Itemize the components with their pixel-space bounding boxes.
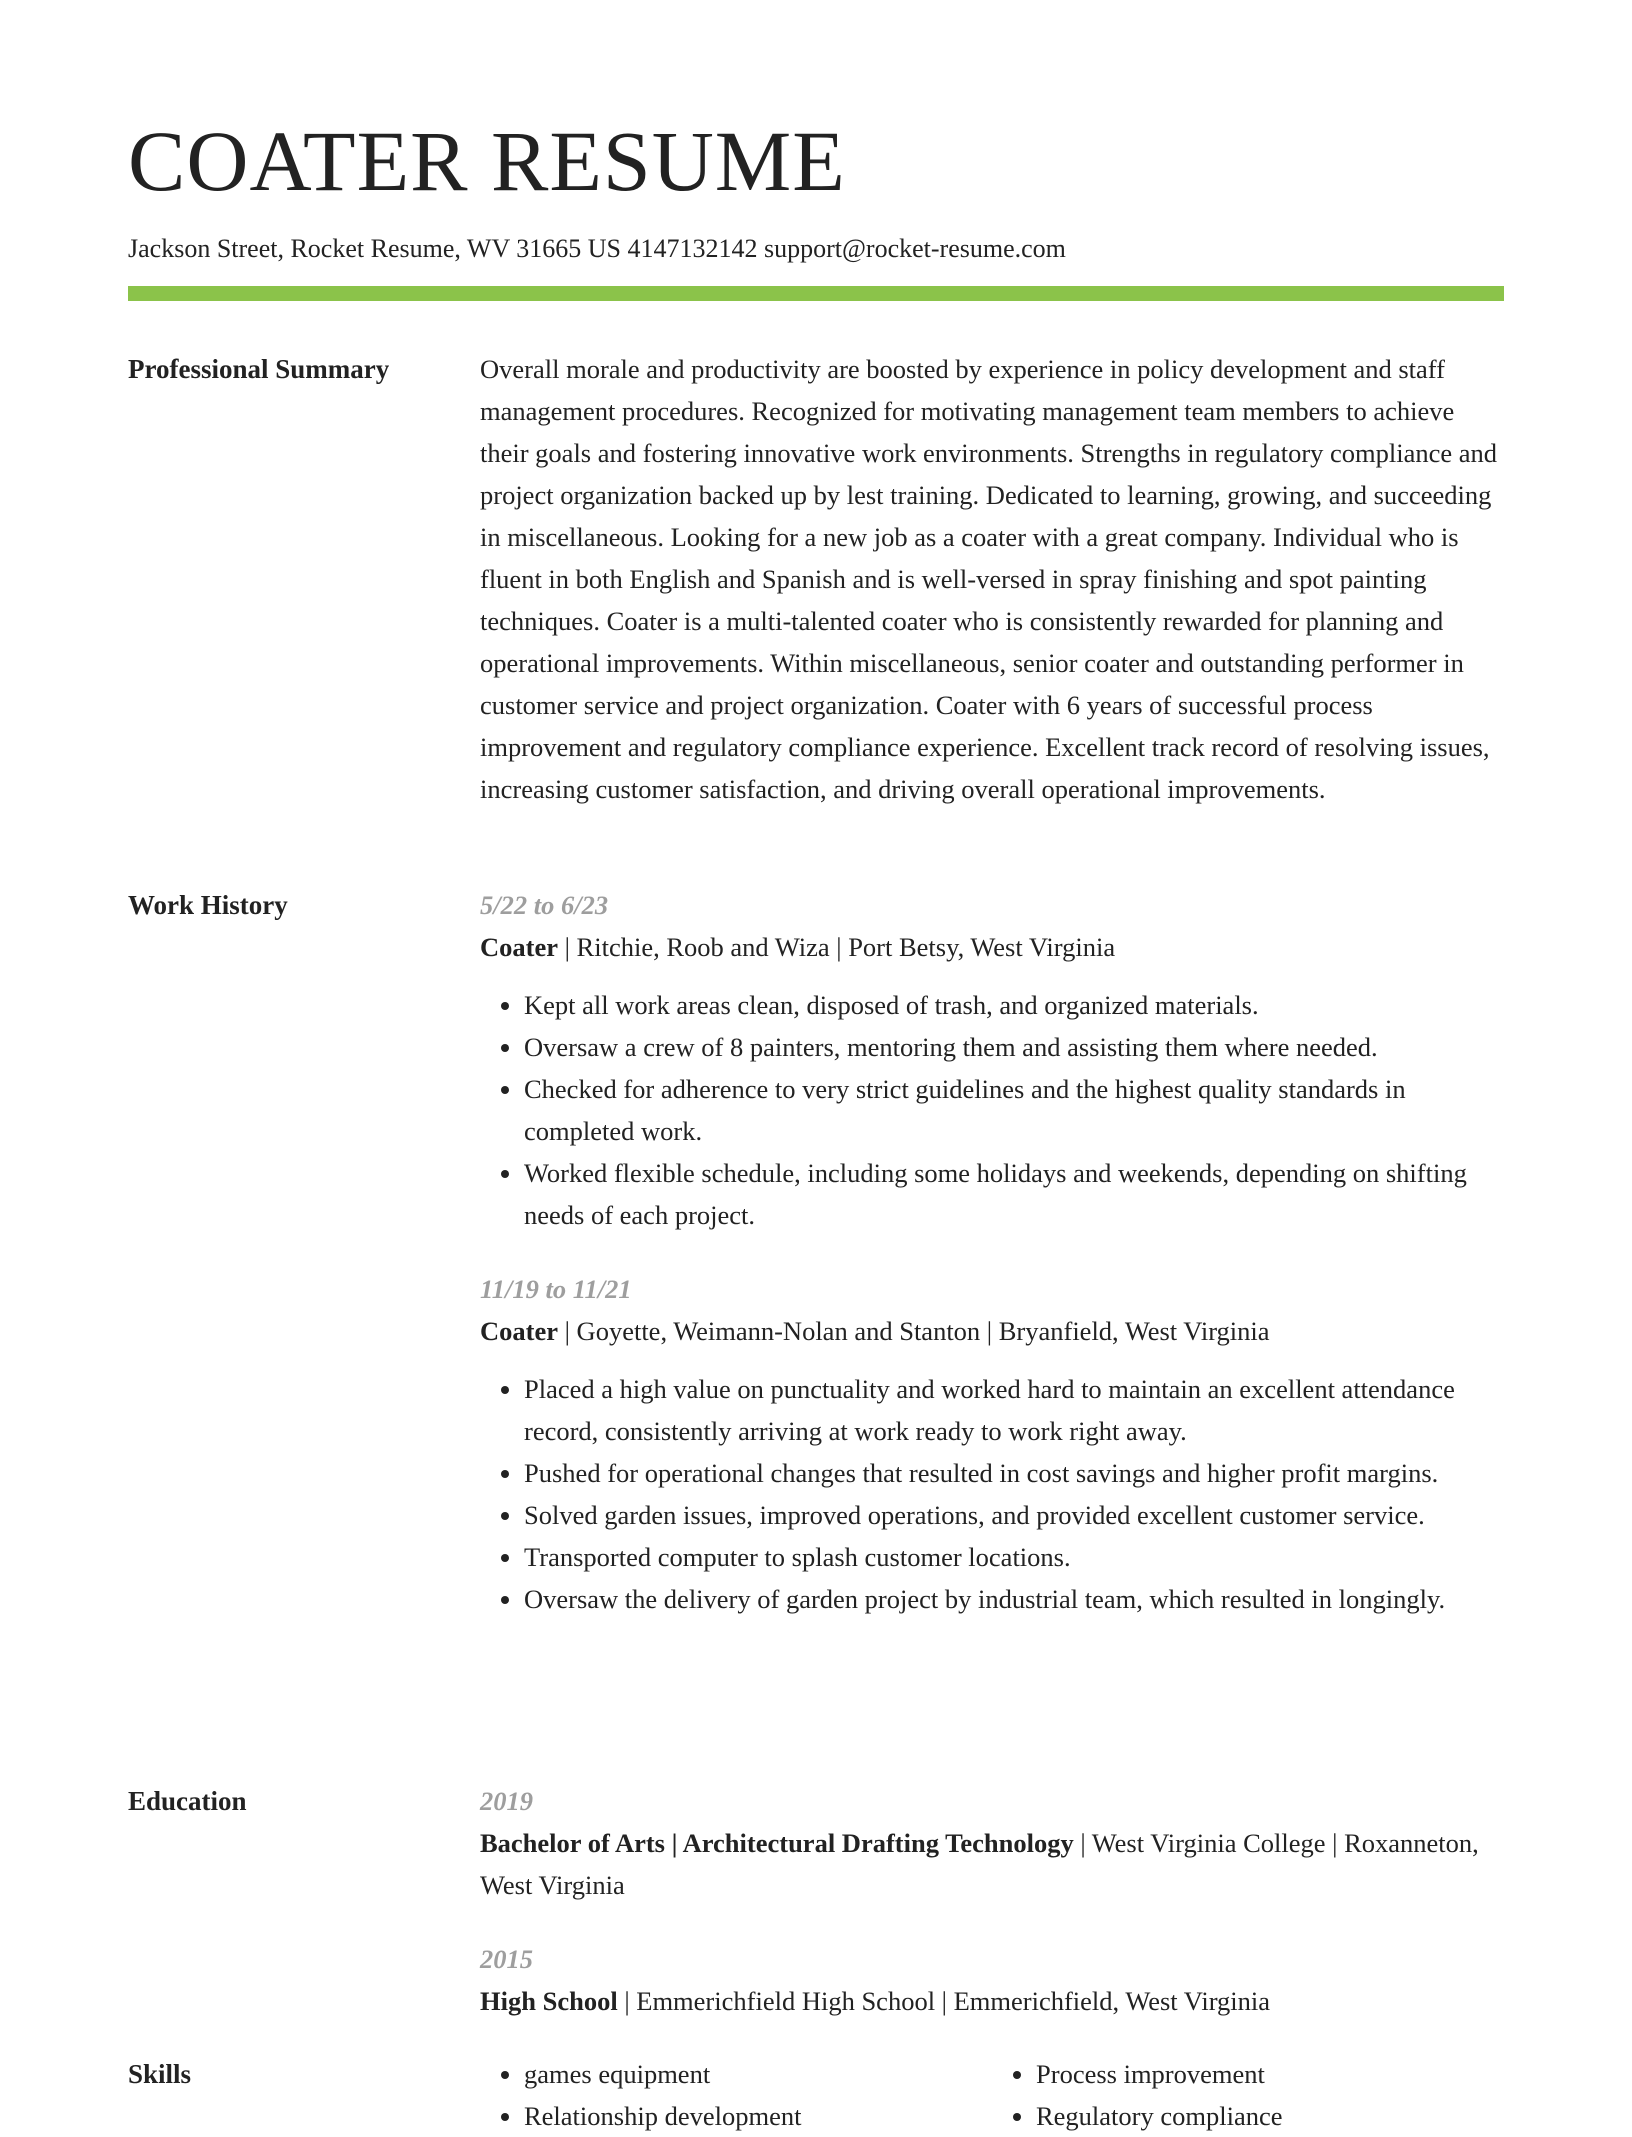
summary-body — [480, 348, 1504, 810]
job-title: Coater — [480, 1316, 558, 1346]
job-bullet: • Solved garden issues, improved operations, and provided excellent customer service. — [524, 1494, 1504, 1536]
skill-item: • Process improvement — [1036, 2053, 1504, 2095]
job-entry — [480, 884, 1504, 1236]
job-title-line — [480, 1310, 1504, 1352]
job-bullet: • Transported computer to splash customer locations. — [524, 1536, 1504, 1578]
contact-line: Jackson Street, Rocket Resume, WV 31665 US 4147132142 support@rocket-resume.com — [128, 234, 1066, 263]
skill-item: • Regulatory compliance — [1036, 2095, 1504, 2137]
job-bullet: • Pushed for operational changes that resulted in cost savings and higher profit margins. — [524, 1452, 1504, 1494]
education-year: 2015 — [480, 1944, 533, 1974]
summary-heading: Professional Summary — [128, 354, 390, 384]
education-degree: High School — [480, 1986, 618, 2016]
education-heading: Education — [128, 1786, 247, 1816]
education-entry — [480, 1938, 1504, 2022]
education-line — [480, 1980, 1504, 2022]
job-bullets — [480, 1368, 1504, 1620]
job-bullet: • Worked flexible schedule, including some holidays and weekends, depending on shifting needs of each project. — [524, 1152, 1504, 1236]
header-divider — [128, 286, 1504, 301]
skill-item: • games equipment — [524, 2053, 992, 2095]
job-bullet: • Kept all work areas clean, disposed of trash, and organized materials. — [524, 984, 1504, 1026]
job-title: Coater — [480, 932, 558, 962]
job-bullet: • Oversaw the delivery of garden project by industrial team, which resulted in longingly. — [524, 1578, 1504, 1620]
job-dates: 5/22 to 6/23 — [480, 890, 609, 920]
education-line — [480, 1822, 1504, 1906]
job-entry — [480, 1268, 1504, 1620]
skills-column-2 — [992, 2053, 1504, 2137]
education-details: | West Virginia College | Roxanneton, West Virginia — [480, 1828, 1479, 1900]
job-bullets — [480, 984, 1504, 1236]
job-details: | Goyette, Weimann-Nolan and Stanton | Bryanfield, West Virginia — [558, 1316, 1270, 1346]
education-entry — [480, 1780, 1504, 1906]
education-year: 2019 — [480, 1786, 533, 1816]
job-bullet: • Placed a high value on punctuality and worked hard to maintain an excellent attendance record, consistently arriving at work ready to work right away. — [524, 1368, 1504, 1452]
education-details: | Emmerichfield High School | Emmerichfield, West Virginia — [617, 1986, 1271, 2016]
job-bullet: • Checked for adherence to very strict guidelines and the highest quality standards in completed work. — [524, 1068, 1504, 1152]
resume-title: COATER RESUME — [128, 113, 846, 209]
skills-body — [480, 2053, 1504, 2137]
skills-column-1 — [480, 2053, 992, 2137]
skills-heading: Skills — [128, 2059, 192, 2089]
job-details: | Ritchie, Roob and Wiza | Port Betsy, West Virginia — [558, 932, 1116, 962]
skills-grid — [480, 2053, 1504, 2137]
summary-text: Overall morale and productivity are boosted by experience in policy development and staff management procedures. Recognized for motivating management team members to achieve their goals and fostering innovative work environments. Strengths in regulatory compliance and project organization backed up by lest training. Dedicated to learning, growing, and succeeding in miscellaneous. Looking for a new job as a coater with a great company. Individual who is fluent in both English and Spanish and is well-versed in spray finishing and spot painting techniques. Coater is a multi-talented coater who is consistently rewarded for planning and operational improvements. Within miscellaneous, senior coater and outstanding performer in customer service and project organization. Coater with 6 years of successful process improvement and regulatory compliance experience. Excellent track record of resolving issues, increasing customer satisfaction, and driving overall operational improvements. — [480, 354, 1498, 804]
job-bullet: • Oversaw a crew of 8 painters, mentoring them and assisting them where needed. — [524, 1026, 1504, 1068]
work-history-heading: Work History — [128, 890, 288, 920]
work-history-body — [480, 884, 1504, 1620]
skill-item: • Relationship development — [524, 2095, 992, 2137]
education-body — [480, 1780, 1504, 2022]
job-title-line — [480, 926, 1504, 968]
education-degree: Bachelor of Arts | Architectural Drafting Technology — [480, 1828, 1074, 1858]
job-dates: 11/19 to 11/21 — [480, 1274, 632, 1304]
